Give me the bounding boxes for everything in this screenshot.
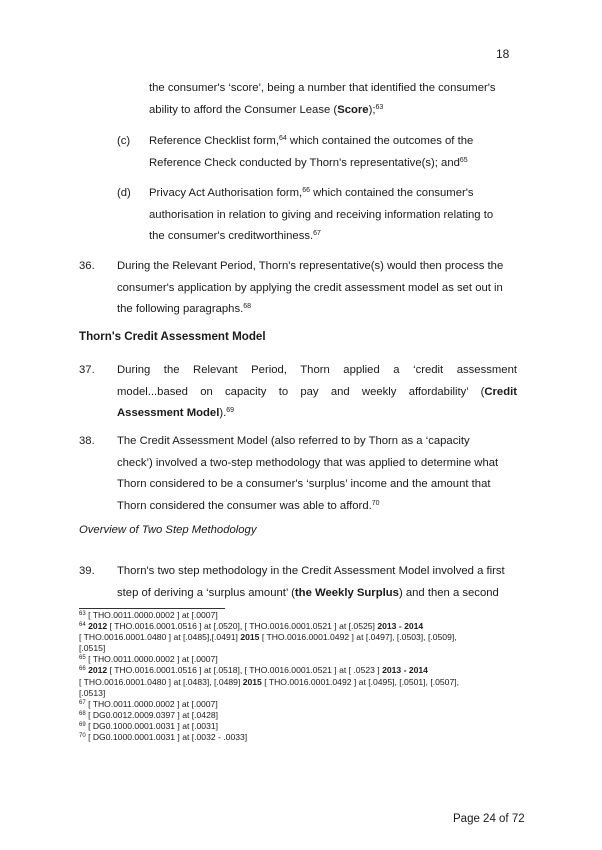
footnote-text: 2013 - 2014 [377, 621, 424, 632]
footnote-text: [ THO.0011.0000.0002 ] at [.0007] [85, 610, 218, 620]
para-number-38: 38. [79, 435, 95, 447]
footnote-ref: 66 [302, 187, 310, 194]
paragraph-score: the consumer's ‘score’, being a number that identified the consumer's ability to afford the Consumer Lease (Score);$^{63}$ [149, 82, 496, 116]
footnote-line [79, 632, 519, 643]
footnote-text: [ DG0.1000.0001.0031 ] at [.0031] [85, 720, 219, 731]
subsection-heading: Overview of Two Step Methodology [79, 524, 257, 536]
footnote [79, 721, 519, 732]
footnote-text: [ DG0.1000.0001.0031 ] at [.0032 - .0033] [85, 732, 248, 743]
paragraph-item-c: Reference Checklist form,$^{64}$ which contained the outcomes of the Reference Check conducted by Thorn's representative(s); and$^{65}$ [149, 135, 474, 169]
footnote-line [79, 621, 519, 632]
footnote-text: 2015 [242, 676, 262, 687]
paragraph-39: Thorn's two step methodology in the Credit Assessment Model involved a first step of deriving a ‘surplus amount’ (the Weekly Surplus) and then a second [117, 565, 505, 599]
paragraph-37: During the Relevant Period, Thorn applied a ‘credit assessment model...based on capacity to pay and weekly affordability’ (Credit Assessment Model).$^{69}$ [117, 364, 517, 419]
footnote-line [79, 654, 519, 665]
page-footer: Page 24 of 72 [453, 813, 525, 825]
footnote-ref: 63 [375, 103, 384, 111]
footnote-text: [ THO.0016.0001.0492 ] at [.0497], [.0503], [.0509], [259, 632, 457, 643]
footnote-text: [ THO.0016.0001.0480 ] at [.0485],[.0491] [79, 632, 241, 643]
para-number-37: 37. [79, 364, 95, 376]
footnote [79, 621, 519, 654]
footnote [79, 732, 519, 743]
footnote-number: 66 [79, 666, 86, 673]
page-number: 18 [496, 47, 510, 61]
footnote-line [79, 610, 519, 621]
footnote-line [79, 721, 519, 732]
item-label-c: (c) [117, 135, 131, 147]
footnote-number: 63 [79, 611, 86, 617]
footnote-text: [ THO.0016.0001.0516 ] at [.0518], [ THO.0016.0001.0521 ] at [ .0523 ] [107, 665, 383, 676]
footnote-number: 67 [79, 699, 86, 706]
footnote [79, 610, 519, 621]
footnote-text: 2013 - 2014 [382, 665, 428, 676]
footnote-text: [ THO.0011.0000.0002 ] at [.0007] [85, 698, 218, 709]
footnote-number: 64 [79, 622, 86, 629]
item-label-d: (d) [117, 187, 131, 199]
footnote-text: [ DG0.0012.0009.0397 ] at [.0428] [85, 709, 219, 720]
footnote-ref: 68 [243, 303, 252, 310]
para-number-36: 36. [79, 260, 95, 272]
paragraph-38: The Credit Assessment Model (also referred to by Thorn as a ‘capacity check’) involved a two-step methodology that was applied to determine what Thorn considered to be a consumer's ‘surplus’ income and the amount that Thorn considered the consumer was able to afford.$^{70}$ [117, 435, 499, 512]
footnote-text: [ THO.0016.0001.0516 ] at [.0520], [ THO.0016.0001.0521 ] at [.0525] [107, 621, 378, 632]
footnote-line [79, 699, 519, 710]
footnote-ref: 67 [313, 230, 321, 237]
footnote-ref: 70 [371, 499, 380, 507]
footnote [79, 710, 519, 721]
footnote-ref: 65 [459, 156, 468, 164]
footnote-text: 2012 [88, 665, 108, 676]
footnote-ref: 64 [278, 135, 287, 142]
paragraph-36: During the Relevant Period, Thorn's representative(s) would then process the consumer's application by applying the credit assessment model as set out in the following paragraphs.$^{68}$ [117, 260, 504, 315]
footnote-line [79, 677, 519, 688]
footnote-ref: 69 [226, 407, 235, 414]
footnote-number: 70 [79, 733, 86, 740]
footnote [79, 665, 519, 698]
para-number-39: 39. [79, 565, 95, 577]
footnote [79, 699, 519, 710]
footnote-number: 68 [79, 710, 86, 717]
footnote-text: [.0513] [79, 687, 106, 698]
footnote-text: [ THO.0016.0001.0492 ] at [.0495], [.0501], [.0507], [261, 676, 460, 687]
footnote-text: [ THO.0011.0000.0002 ] at [.0007] [85, 654, 218, 665]
footnote-line [79, 665, 519, 676]
footnote-text: 2012 [88, 621, 108, 632]
footnote [79, 654, 519, 665]
paragraph-item-d: Privacy Act Authorisation form,$^{66}$ which contained the consumer's authorisation in relation to giving and receiving information relating to the consumer's creditworthiness.$^{67}$ [149, 187, 494, 242]
footnote-line [79, 688, 519, 699]
footnote-line [79, 732, 519, 743]
footnote-text: [ THO.0016.0001.0480 ] at [.0483], [.0489] [79, 676, 243, 687]
footnote-number: 69 [79, 721, 86, 728]
footnote-line [79, 710, 519, 721]
footnotes [79, 610, 519, 743]
section-heading: Thorn's Credit Assessment Model [79, 330, 266, 343]
footnote-line [79, 643, 519, 654]
footnote-number: 65 [79, 655, 86, 662]
footnote-text: [.0515] [79, 643, 106, 654]
footnote-separator [79, 608, 225, 609]
footnote-text: 2015 [240, 632, 260, 643]
